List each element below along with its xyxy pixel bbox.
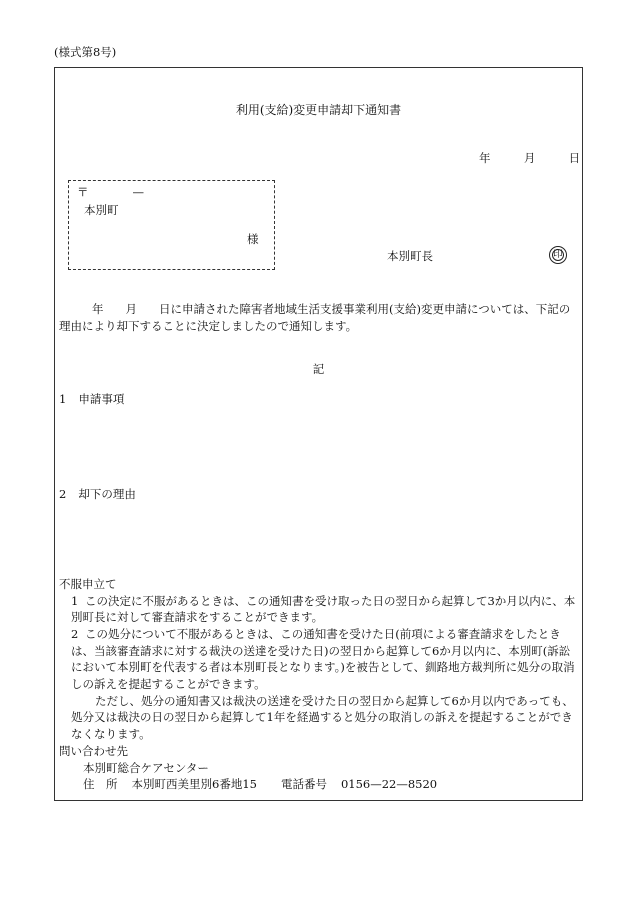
seal-stamp: 印 bbox=[549, 246, 567, 264]
item-application-matters bbox=[59, 391, 124, 408]
paragraph-number: 1 bbox=[71, 593, 79, 608]
date-year: 年 bbox=[479, 151, 491, 165]
notice-frame bbox=[54, 67, 583, 801]
recipient-honorific: 様 bbox=[247, 232, 259, 246]
objection-section bbox=[59, 576, 577, 743]
contact-organization: 本別町総合ケアセンター bbox=[83, 760, 209, 775]
postal-line bbox=[77, 184, 144, 201]
tel-label: 電話番号 bbox=[280, 777, 327, 792]
contact-address-line bbox=[59, 776, 437, 793]
item-number: 1 bbox=[59, 392, 67, 406]
objection-paragraph-3: ただし、処分の通知書又は裁決の送達を受けた日の翌日から起算して6か月以内であっても、処分又は裁決の日の翌日から起算して1年を経過すると処分の取消しの訴えを提起することができなくなります。 bbox=[71, 693, 574, 742]
contact-section bbox=[59, 743, 437, 793]
contact-heading: 問い合わせ先 bbox=[59, 744, 128, 758]
objection-heading: 不服申立て bbox=[59, 577, 117, 591]
objection-paragraph-1 bbox=[59, 593, 577, 626]
contact-address: 本別町西美里別6番地15 bbox=[131, 777, 257, 792]
recipient-town: 本別町 bbox=[84, 203, 119, 217]
paragraph-number: 2 bbox=[71, 627, 79, 642]
notice-body bbox=[59, 301, 579, 334]
body-month: 月 bbox=[125, 302, 137, 316]
body-text: 日に申請された障害者地域生活支援事業利用(支給)変更申請については、下記の理由により却下することに決定しましたので通知します。 bbox=[59, 302, 571, 333]
item-rejection-reason bbox=[59, 486, 136, 503]
postal-dash: — bbox=[132, 185, 144, 199]
contact-phone: 0156—22—8520 bbox=[340, 777, 438, 792]
date-month: 月 bbox=[523, 151, 536, 165]
ki-heading: 記 bbox=[312, 362, 325, 376]
paragraph-text: この処分について不服があるときは、この通知書を受けた日(前項による審査請求をしたときは、当該審査請求に対する裁決の送達を受けた日)の翌日から起算して6か月以内に、本別町(訴訟において本別町を代表する者は本別町長となります。)を被告として、釧路地方裁判所に処分の取消しの訴えを提起することができます。 bbox=[71, 627, 575, 692]
recipient-address-box bbox=[68, 180, 275, 270]
document-title: 利用(支給)変更申請却下通知書 bbox=[235, 103, 402, 117]
item-number: 2 bbox=[59, 487, 67, 501]
item-label: 却下の理由 bbox=[78, 487, 136, 501]
objection-paragraph-2 bbox=[59, 626, 577, 693]
date-line bbox=[479, 150, 580, 167]
form-number-label: (様式第8号) bbox=[54, 45, 117, 59]
paragraph-text: この決定に不服があるときは、この通知書を受け取った日の翌日から起算して3か月以内に、本別町長に対して審査請求をすることができます。 bbox=[71, 593, 576, 625]
item-label: 申請事項 bbox=[78, 392, 125, 406]
issuer-name: 本別町長 bbox=[387, 249, 433, 263]
date-day: 日 bbox=[568, 151, 581, 165]
address-label: 住 所 bbox=[83, 777, 118, 792]
postal-mark: 〒 bbox=[77, 185, 89, 199]
body-year: 年 bbox=[92, 302, 104, 316]
